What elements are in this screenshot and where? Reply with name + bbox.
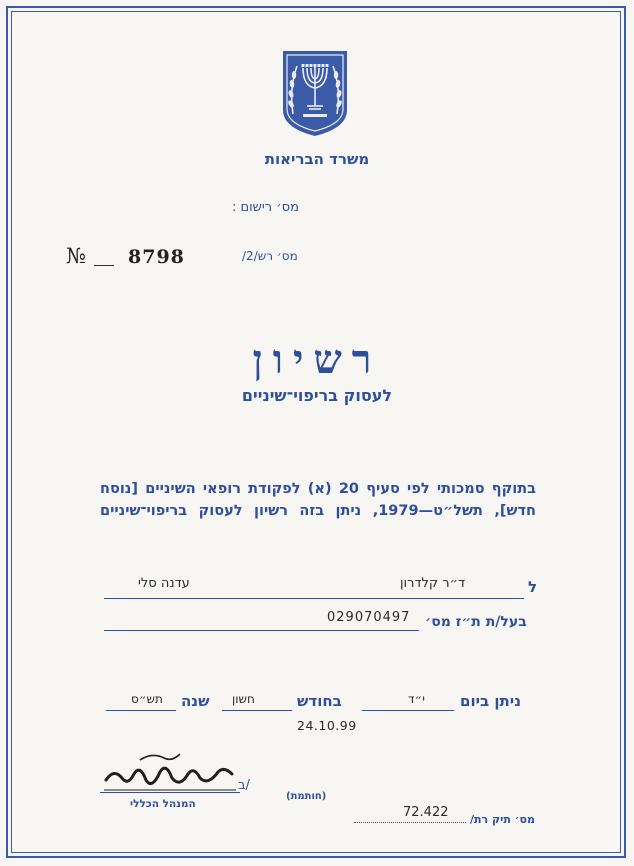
holder-id-label: בעל/ת ת״ז מס׳ — [425, 614, 527, 630]
registration-number-label: מס׳ רישום : — [232, 200, 299, 215]
authorization-text — [100, 478, 536, 522]
authorization-line-1: בתוקף סמכותי לפי סעיף 20 (א) לפקודת רופאי השיניים [נוסח — [100, 481, 536, 497]
holder-id-number: 029070497 — [327, 610, 411, 625]
director-title: המנהל הכללי — [130, 798, 196, 810]
issue-year-line — [106, 710, 176, 711]
issue-month-label: בחודש — [297, 692, 342, 710]
issue-date-gregorian: 24.10.99 — [297, 718, 357, 733]
number-sign: № — [66, 244, 86, 268]
holder-name-part1: ד״ר קלדרון — [400, 576, 466, 591]
issue-year-label: שנה — [181, 692, 210, 710]
document-title: רשיון — [252, 336, 382, 383]
stamp-label: (חותמת) — [286, 791, 327, 802]
issue-date-label: ניתן ביום — [460, 692, 521, 710]
issue-year: תש״ס — [131, 692, 163, 706]
license-number: 8798 — [128, 246, 185, 268]
file-number: 72.422 — [403, 805, 449, 820]
signature-line — [100, 792, 240, 793]
authorization-line-2: חדש], תשל״ט—1979, ניתן בזה רשיון לעסוק בריפוי־שיניים — [100, 503, 536, 519]
issue-month-line — [222, 710, 292, 711]
holder-name-part2: עדנה סלי — [138, 576, 190, 591]
issue-month: חשון — [232, 692, 255, 706]
issue-day: י״ד — [408, 692, 425, 706]
holder-name-line — [104, 598, 524, 599]
license-series-label: מס׳ רש/2/ — [242, 249, 298, 263]
ministry-name: משרד הבריאות — [264, 150, 370, 168]
holder-id-line — [104, 630, 419, 631]
issue-day-line — [362, 710, 454, 711]
file-number-line — [354, 822, 466, 823]
state-emblem-icon — [279, 48, 351, 138]
number-sign-underline — [94, 265, 114, 266]
holder-prefix: ל — [528, 578, 538, 596]
document-subtitle: לעסוק בריפוי־שיניים — [241, 386, 393, 405]
signature-bet-label: ב/ — [238, 778, 250, 793]
director-signature — [100, 750, 240, 794]
file-number-label: מס׳ תיק רת/ — [470, 813, 535, 826]
